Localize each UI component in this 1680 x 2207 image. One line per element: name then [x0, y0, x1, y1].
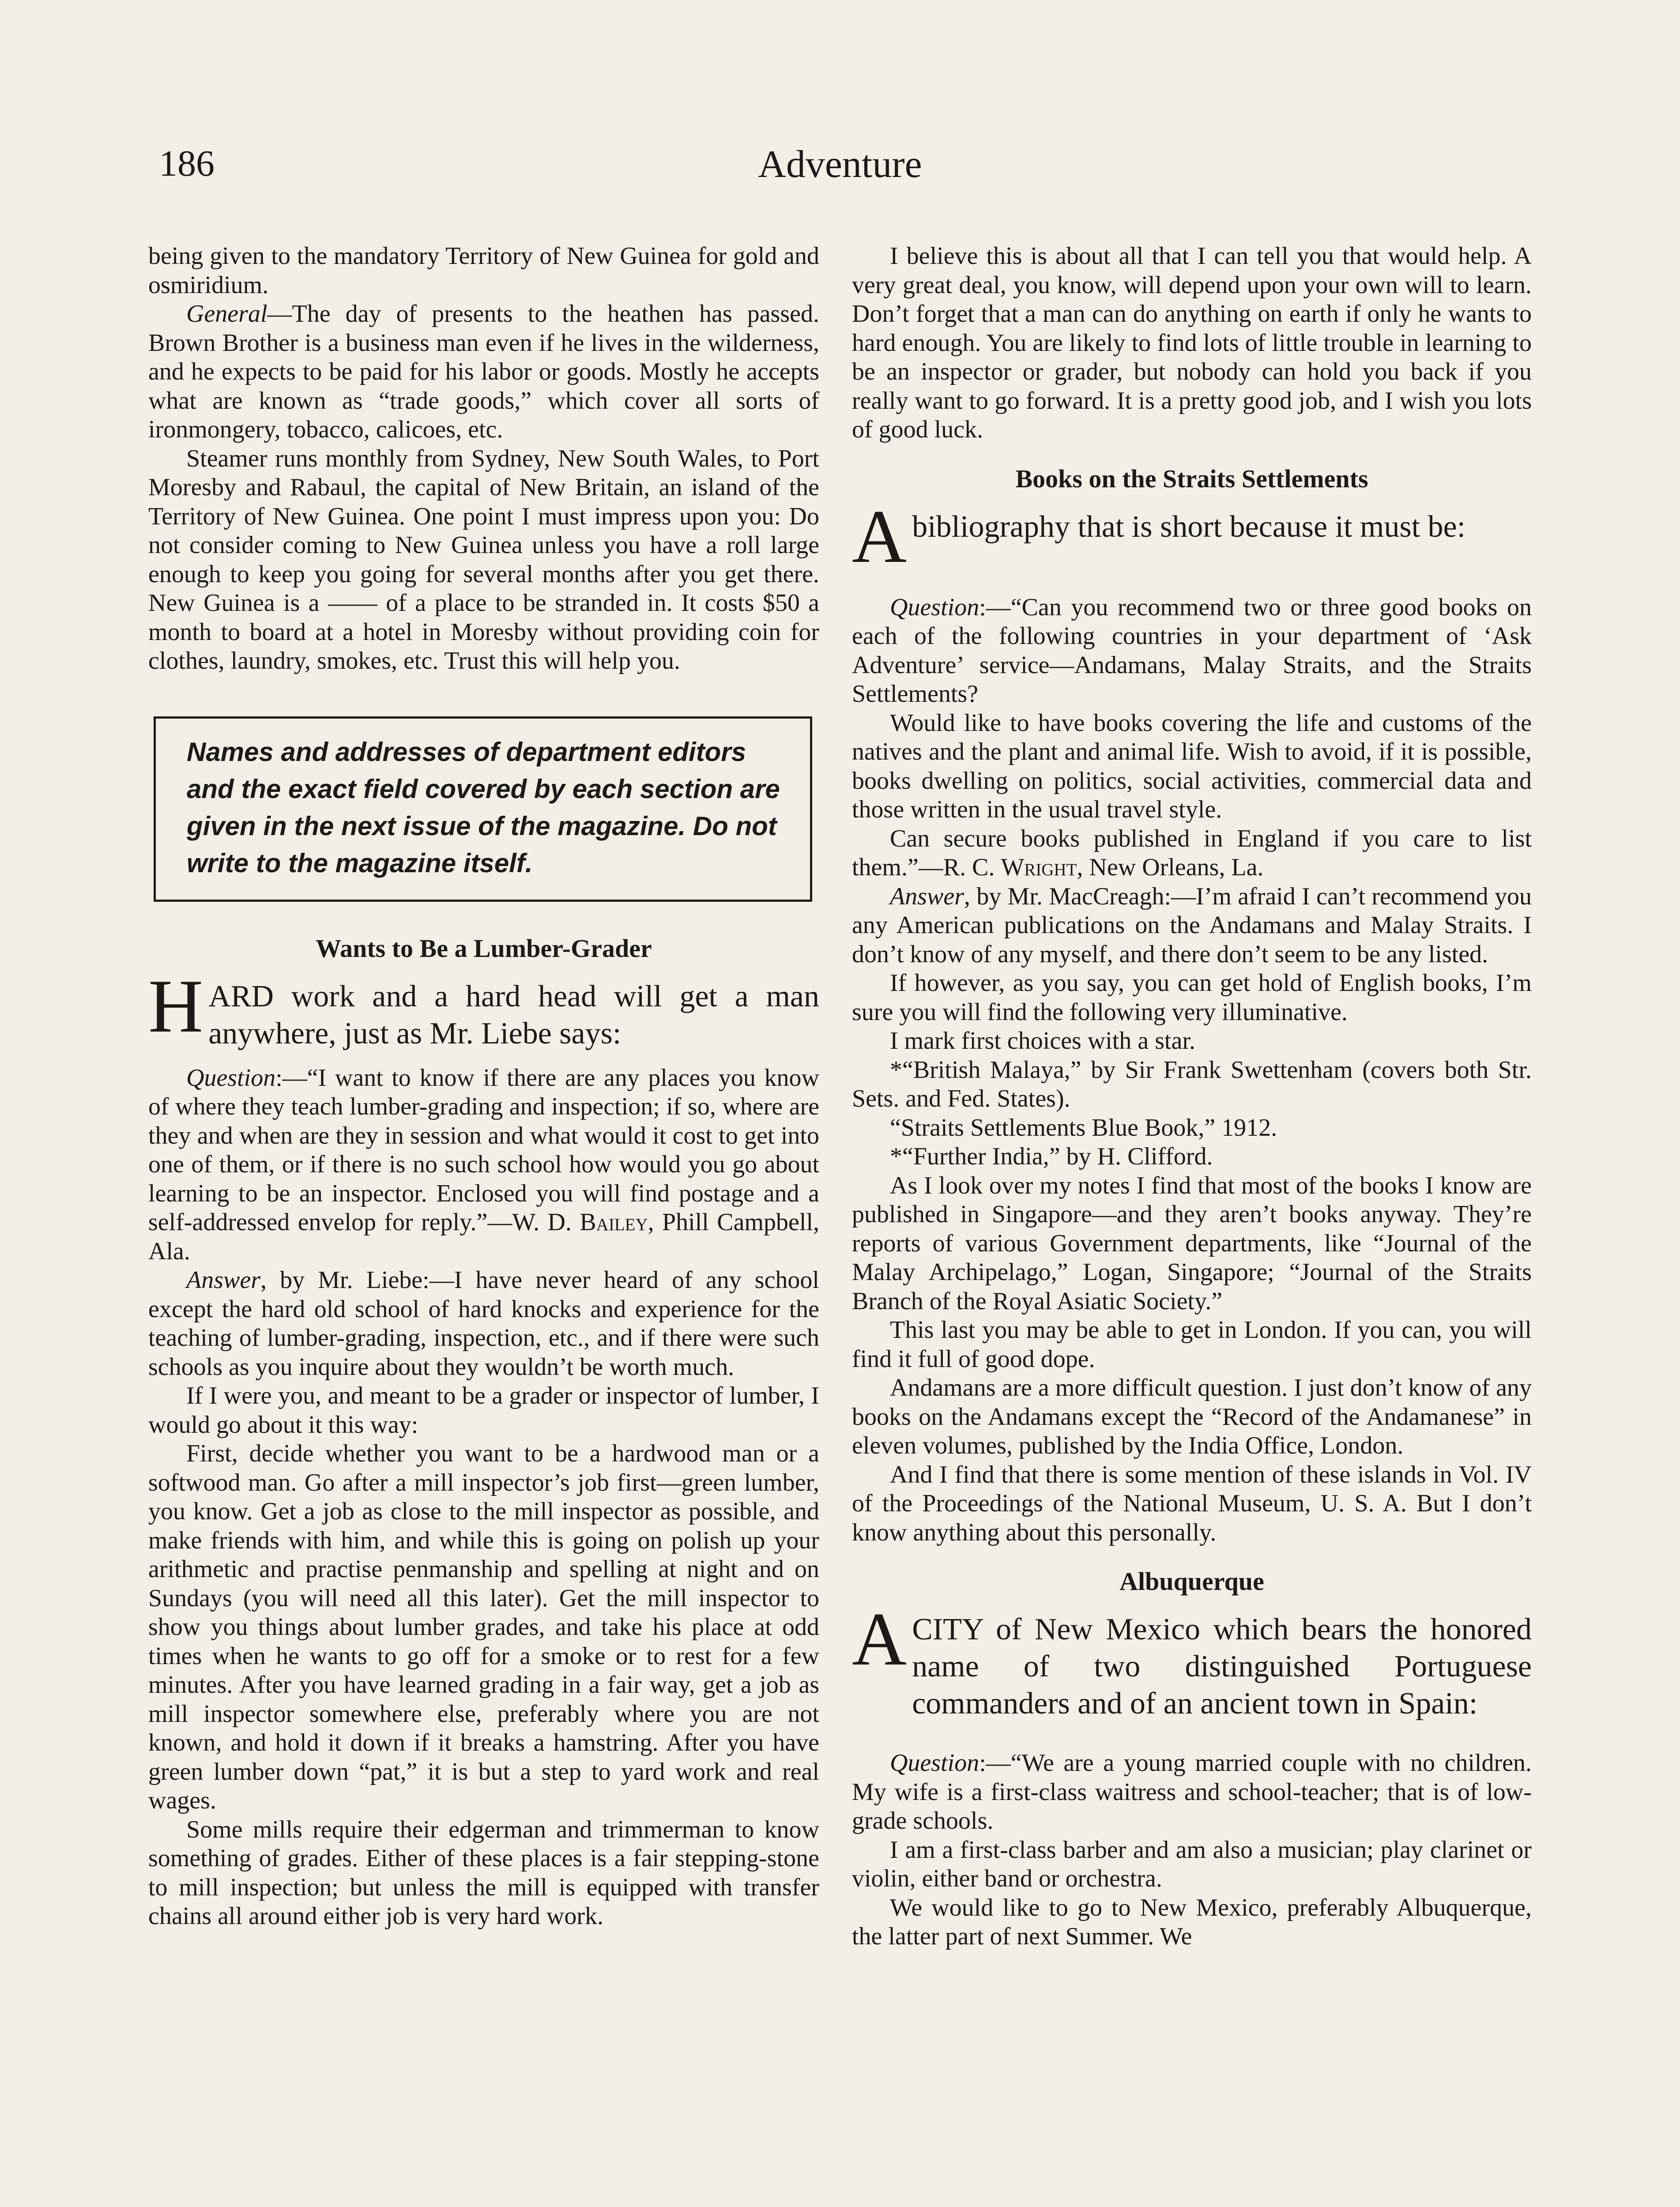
question-signature: Bailey — [580, 1209, 648, 1236]
paragraph: Andamans are a more difficult question. I just don’t know of any books on the Andamans except the “Record of the Andamanese” in eleven volumes, published by the India Office, London. — [852, 1374, 1532, 1459]
section-heading: Albuquerque — [1119, 1567, 1264, 1596]
section-heading: Books on the Straits Settlements — [1015, 464, 1368, 493]
question-label: Question — [890, 1749, 979, 1777]
lead-text: CITY of New Mexico which bears the honored name of two distinguished Portuguese commanders and of an ancient town in Spain: — [912, 1612, 1532, 1721]
question-label: Question — [186, 1064, 276, 1092]
question-paragraph — [852, 593, 1532, 709]
paragraph: Would like to have books covering the life and customs of the natives and the plant and animal life. Wish to avoid, if it is possible, books dwelling on politics, social activities, commercial data and those written in the usual travel style. — [852, 709, 1532, 823]
page-number: 186 — [159, 143, 215, 184]
answer-text: , by Mr. MacCreagh:—I’m afraid I can’t recommend you any American publications on the Andamans and Malay Straits. I don’t know of any myself, and there don’t seem to be any listed. — [852, 882, 1532, 968]
paragraph-text: The day of presents to the heathen has passed. Brown Brother is a business man even if he lives in the wilderness, and he expects to be paid for his labor or goods. Mostly he accepts what are known as “trade goods,” which cover all sorts of ironmongery, tobacco, calicoes, etc. — [148, 300, 819, 443]
paragraph — [852, 825, 1532, 882]
paragraph: This last you may be able to get in London. If you can, you will find it full of good dope. — [852, 1316, 1532, 1373]
lead-text: ARD work and a hard head will get a man anywhere, just as Mr. Liebe says: — [208, 979, 819, 1051]
section-lead — [852, 1597, 1532, 1722]
paragraph: If however, as you say, you can get hold of English books, I’m sure you will find the following very illuminative. — [852, 969, 1532, 1026]
drop-cap: A — [852, 1597, 907, 1681]
paragraph: I am a first-class barber and am also a musician; play clarinet or violin, either band or orchestra. — [852, 1836, 1532, 1892]
editorial-notice-box: Names and addresses of department editors and the exact field covered by each section are given in the next issue of the magazine. Do not write to the magazine itself. — [154, 716, 812, 902]
question-label: Question — [890, 593, 979, 621]
paragraph: As I look over my notes I find that most of the books I know are published in Singapore—and they aren’t books anyway. They’re reports of various Government departments, like “Journal of the Malay Archipelago,” Logan, Singapore; “Journal of the Straits Branch of the Royal Asiatic Society.” — [852, 1171, 1532, 1315]
drop-cap: H — [148, 964, 203, 1048]
book-list-item: *“Further India,” by H. Clifford. — [890, 1143, 1213, 1170]
section-lead — [148, 964, 819, 1052]
section-lead — [852, 494, 1532, 579]
book-list-item: “Straits Settlements Blue Book,” 1912. — [890, 1114, 1277, 1141]
question-text: :—“I want to know if there are any places you know of where they teach lumber-grading and inspection; if so, where are they and when are they in session and what would it cost to get into one of them, or if there is no such school how would you go about learning to be an inspector. Enclosed you will find postage and a self-addressed envelop for reply.”—W. D. — [148, 1064, 819, 1236]
left-column — [148, 242, 819, 1931]
answer-paragraph — [852, 882, 1532, 969]
question-location: , Phill Campbell, Ala. — [148, 1209, 819, 1265]
book-list-item: *“British Malaya,” by Sir Frank Swettenham (covers both Str. Sets. and Fed. States). — [852, 1056, 1532, 1112]
section-heading: Wants to Be a Lumber-Grader — [316, 934, 652, 963]
lead-text: bibliography that is short because it must be: — [912, 509, 1466, 544]
answer-paragraph — [148, 1266, 819, 1382]
paragraph: I believe this is about all that I can tell you that would help. A very great deal, you know, will depend upon your own will to learn. Don’t forget that a man can do anything on earth if only he wants to hard enough. You are likely to find lots of little trouble in learning to be an inspector or grader, but nobody can hold you back if you really want to go forward. It is a pretty good job, and I wish you lots of good luck. — [852, 242, 1532, 443]
general-label: General — [186, 300, 267, 328]
drop-cap: A — [852, 494, 907, 579]
paragraph: being given to the mandatory Territory of New Guinea for gold and osmiridium. — [148, 242, 819, 299]
magazine-title: Adventure — [758, 143, 922, 186]
answer-text: , by Mr. Liebe:—I have never heard of any school except the hard old school of hard knocks and experience for the teaching of lumber-grading, inspection, etc., and if there were such schools as you inquire about they wouldn’t be worth much. — [148, 1266, 819, 1381]
paragraph: We would like to go to New Mexico, preferably Albuquerque, the latter part of next Summer. We — [852, 1894, 1532, 1950]
paragraph: Steamer runs monthly from Sydney, New South Wales, to Port Moresby and Rabaul, the capital of New Britain, an island of the Territory of New Guinea. One point I must impress upon you: Do not consider coming to New Guinea unless you have a roll large enough to keep you going for several months after you get there. New Guinea is a —— of a place to be stranded in. It costs $50 a month to board at a hotel in Moresby without providing coin for clothes, laundry, smokes, etc. Trust this will help you. — [148, 444, 819, 674]
question-location: , New Orleans, La. — [1077, 854, 1264, 881]
paragraph: I mark first choices with a star. — [890, 1027, 1196, 1055]
paragraph: First, decide whether you want to be a hardwood man or a softwood man. Go after a mill inspector’s job first—green lumber, you know. Get a job as close to the mill inspector as possible, and make friends with him, and while this is going on polish up your arithmetic and practise penmanship and spelling at night and on Sundays (you will need all this later). Get the mill inspector to show you things about lumber grades, and take his place at odd times when he wants to go off for a smoke or to rest for a few minutes. After you have learned grading in a fair way, get a job as mill inspector somewhere else, preferably where you are not known, and hold it down if it breaks a hamstring. After you have green lumber down “pat,” it is but a step to yard work and real wages. — [148, 1440, 819, 1814]
page-header — [159, 142, 1521, 195]
paragraph: Some mills require their edgerman and trimmerman to know something of grades. Either of these places is a fair stepping-stone to mill inspection; but unless the mill is equipped with transfer chains all around either job is very hard work. — [148, 1815, 819, 1930]
question-text: :—“Can you recommend two or three good books on each of the following countries in your department of ‘Ask Adventure’ service—Andamans, Malay Straits, and the Straits Settlements? — [852, 593, 1532, 708]
question-paragraph — [148, 1064, 819, 1266]
paragraph: If I were you, and meant to be a grader or inspector of lumber, I would go about it this way: — [148, 1382, 819, 1439]
answer-label: Answer — [890, 882, 964, 910]
right-column — [852, 242, 1532, 1951]
question-paragraph — [852, 1749, 1532, 1836]
answer-label: Answer — [186, 1266, 260, 1294]
question-text: Can secure books published in England if you care to list them.”—R. C. — [852, 825, 1532, 881]
question-signature: Wright — [1001, 854, 1077, 881]
paragraph: General—The day of presents to the heathen has passed. Brown Brother is a business man even if he lives in the wilderness, and he expects to be paid for his labor or goods. Mostly he accepts what are known as “trade goods,” which cover all sorts of ironmongery, tobacco, calicoes, etc. — [148, 300, 819, 443]
paragraph: And I find that there is some mention of these islands in Vol. IV of the Proceedings of the National Museum, U. S. A. But I don’t know anything about this personally. — [852, 1461, 1532, 1546]
question-text: :—“We are a young married couple with no children. My wife is a first-class waitress and school-teacher; that is of low-grade schools. — [852, 1749, 1532, 1834]
